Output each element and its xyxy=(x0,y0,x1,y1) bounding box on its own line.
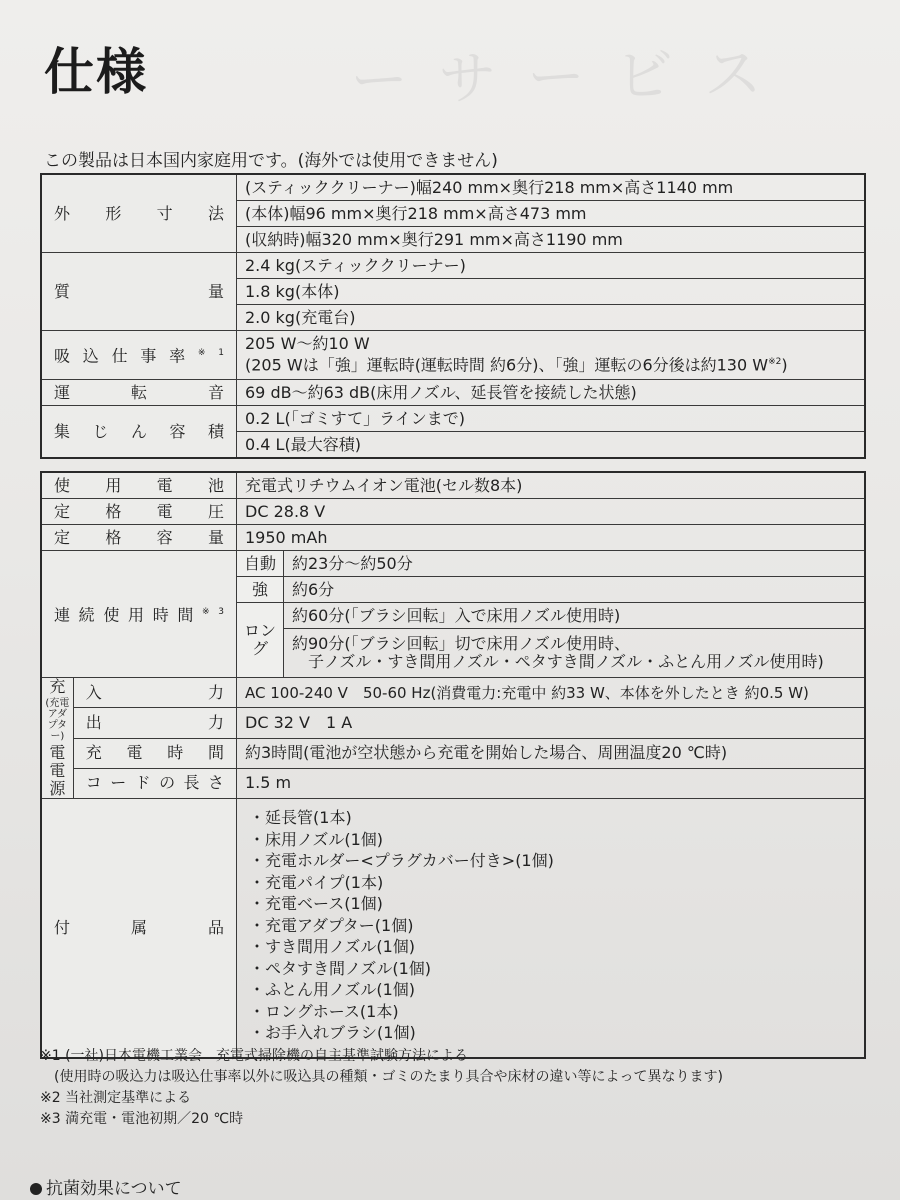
voltage-value: DC 28.8 V xyxy=(237,499,866,525)
accessories-list xyxy=(245,807,856,1044)
runtime-long-line1: 約90分(「ブラシ回転」切で床用ノズル使用時、 xyxy=(292,634,630,653)
cord-length-value: 1.5 m xyxy=(237,768,866,798)
dimensions-stick: (スティッククリーナー)幅240 mm×奥行218 mm×高さ1140 mm xyxy=(237,174,866,201)
output-label: 出力 xyxy=(73,708,236,738)
footnote-2: ※2 当社測定基準による xyxy=(40,1090,192,1106)
list-item: ・ 充電パイプ(1本) xyxy=(249,872,856,894)
input-value: AC 100-240 V 50-60 Hz(消費電力:充電中 約33 W、本体を外したとき 約0.5 W) xyxy=(237,678,866,708)
charging-label-char: 電 xyxy=(49,743,66,762)
battery-value: 充電式リチウムイオン電池(セル数8本) xyxy=(237,472,866,499)
list-item: ・ 延長管(1本) xyxy=(249,807,856,829)
table-row xyxy=(41,174,865,201)
suction-label: 吸込仕事率 xyxy=(54,346,198,366)
suction-footnote-mark: ※1 xyxy=(197,348,224,359)
capacity-max: 0.4 L(最大容積) xyxy=(237,432,866,459)
list-item: ・ 充電ベース(1個) xyxy=(249,893,856,915)
table-row xyxy=(41,525,865,551)
dimensions-storage: (収納時)幅320 mm×奥行291 mm×高さ1190 mm xyxy=(237,227,866,253)
charging-label-char: 電 xyxy=(49,761,66,780)
list-item: ・ 充電アダプター(1個) xyxy=(249,915,856,937)
suction-detail xyxy=(245,353,856,374)
dimensions-label: 外形寸法 xyxy=(41,174,237,253)
capacity-line: 0.2 L(「ゴミすて」ラインまで) xyxy=(237,406,866,432)
runtime-auto-value: 約23分〜約50分 xyxy=(284,551,866,577)
table-row xyxy=(41,768,865,798)
charging-label-paren: (充電アダプター) xyxy=(45,698,70,742)
mass-stick: 2.4 kg(スティッククリーナー) xyxy=(237,253,866,279)
table-row xyxy=(41,738,865,768)
noise-label: 運転音 xyxy=(41,380,237,406)
footnote-1-detail: (使用時の吸込力は吸込仕事率以外に吸込具の種類・ゴミのたまり具合や床材の違い等によって異なります) xyxy=(54,1069,723,1085)
voltage-label: 定格電圧 xyxy=(41,499,237,525)
runtime-strong-value: 約6分 xyxy=(284,577,866,603)
mode-long: ロング xyxy=(237,603,284,678)
table-row xyxy=(41,678,865,708)
suction-detail-end: ) xyxy=(781,355,788,375)
table-row xyxy=(41,331,865,380)
mode-strong: 強 xyxy=(237,577,284,603)
suction-detail-text: (205 Wは「強」運転時(運転時間 約6分)、「強」運転の6分後は約130 W xyxy=(245,355,769,375)
capacity-label: 集じん容積 xyxy=(41,406,237,459)
table-row xyxy=(41,551,865,577)
table-row xyxy=(41,253,865,279)
list-item: ・ ペタすき間ノズル(1個) xyxy=(249,958,856,980)
footnote-1: ※1 (一社)日本電機工業会 充電式掃除機の自主基準試験方法による xyxy=(40,1048,469,1064)
bullet-icon xyxy=(30,1183,42,1195)
output-value: DC 32 V 1 A xyxy=(237,708,866,738)
intro-text: この製品は日本国内家庭用です。(海外では使用できません) xyxy=(44,151,498,171)
table-row xyxy=(41,708,865,738)
footnotes xyxy=(40,1046,723,1130)
suction-range: 205 W〜約10 W xyxy=(245,334,370,354)
battery-label: 使用電池 xyxy=(41,472,237,499)
runtime-label-cell xyxy=(41,551,237,678)
noise-value: 69 dB〜約63 dB(床用ノズル、延長管を接続した状態) xyxy=(237,380,866,406)
table-row xyxy=(41,406,865,432)
charge-time-value: 約3時間(電池が空状態から充電を開始した場合、周囲温度20 ℃時) xyxy=(237,738,866,768)
suction-label-cell xyxy=(41,331,237,380)
spec-table-main xyxy=(40,173,866,459)
list-item: ・ ふとん用ノズル(1個) xyxy=(249,979,856,1001)
table-row xyxy=(41,380,865,406)
runtime-label: 連続使用時間 xyxy=(54,605,203,625)
suction-detail-note: ※2 xyxy=(768,357,782,368)
background-show-through: ー サ ー ビ ス xyxy=(349,39,769,115)
mode-auto: 自動 xyxy=(237,551,284,577)
rated-capacity-label: 定格容量 xyxy=(41,525,237,551)
input-label: 入力 xyxy=(73,678,236,708)
mass-charger: 2.0 kg(充電台) xyxy=(237,305,866,331)
list-item: ・ 床用ノズル(1個) xyxy=(249,829,856,851)
list-item: ・ 充電ホルダー<プラグカバー付き>(1個) xyxy=(249,850,856,872)
list-item: ・ ロングホース(1本) xyxy=(249,1001,856,1023)
next-section-title: 抗菌効果について xyxy=(46,1179,182,1199)
charging-group-label xyxy=(41,678,73,799)
charging-label-char: 充 xyxy=(49,677,66,696)
charge-time-label: 充電時間 xyxy=(73,738,236,768)
suction-value xyxy=(237,331,866,380)
runtime-long-value2 xyxy=(284,629,866,678)
charging-label-char: 源 xyxy=(49,779,66,798)
mass-label: 質量 xyxy=(41,253,237,331)
footnote-3: ※3 満充電・電池初期／20 ℃時 xyxy=(40,1111,244,1127)
list-item: ・ お手入れブラシ(1個) xyxy=(249,1022,856,1044)
mass-body: 1.8 kg(本体) xyxy=(237,279,866,305)
table-row xyxy=(41,799,865,1059)
table-row xyxy=(41,499,865,525)
spec-table-power xyxy=(40,471,866,1059)
runtime-long-line2: 子ノズル・すき間用ノズル・ペタすき間ノズル・ふとん用ノズル使用時) xyxy=(308,652,824,671)
accessories-value xyxy=(237,799,866,1059)
next-section-heading xyxy=(30,1174,182,1199)
list-item: ・ すき間用ノズル(1個) xyxy=(249,936,856,958)
cord-length-label: コードの長さ xyxy=(73,768,236,798)
dimensions-body: (本体)幅96 mm×奥行218 mm×高さ473 mm xyxy=(237,201,866,227)
runtime-long-value1: 約60分(「ブラシ回転」入で床用ノズル使用時) xyxy=(284,603,866,629)
table-row xyxy=(41,472,865,499)
page-title: 仕様 xyxy=(44,43,148,101)
accessories-label: 付属品 xyxy=(41,799,237,1059)
runtime-footnote-mark: ※3 xyxy=(202,607,224,618)
rated-capacity-value: 1950 mAh xyxy=(237,525,866,551)
